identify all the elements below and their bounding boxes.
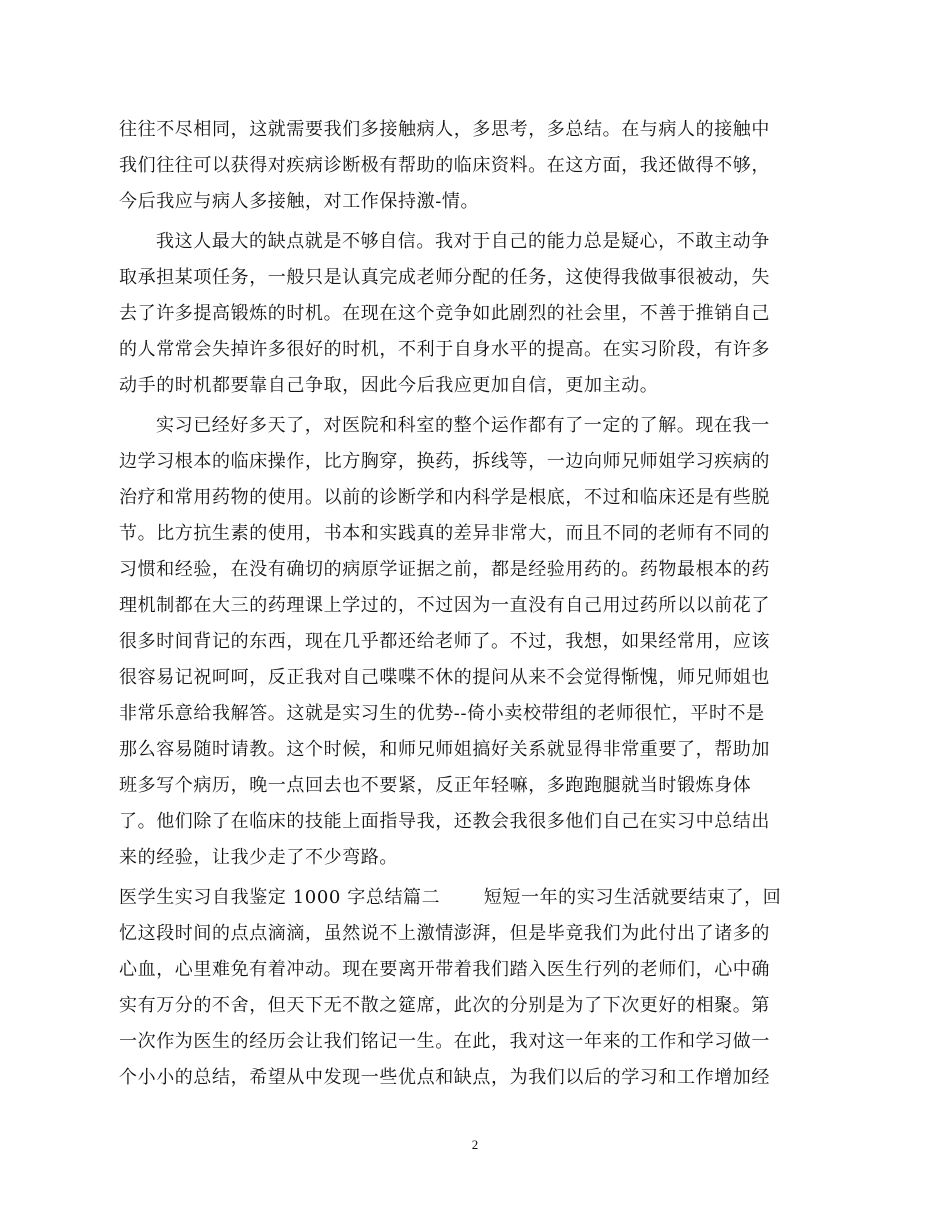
text-line: 很容易记祝呵呵，反正我对自己喋喋不休的提问从来不会觉得惭愧，师兄师姐也	[119, 667, 770, 688]
text-line: 班多写个病历，晚一点回去也不要紧，反正年轻嘛，多跑跑腿就当时锻炼身体	[119, 775, 752, 796]
page-number: 2	[471, 1137, 479, 1152]
text-line: 个小小的总结，希望从中发现一些优点和缺点，为我们以后的学习和工作增加经	[119, 1067, 770, 1088]
text-line: 今后我应与病人多接触，对工作保持激-情。	[119, 191, 480, 212]
text-line: 去了许多提高锻炼的时机。在现在这个竞争如此剧烈的社会里，不善于推销自己	[119, 303, 770, 324]
text-line: 我们往往可以获得对疾病诊断极有帮助的临床资料。在这方面，我还做得不够，	[119, 155, 770, 176]
text-line: 往往不尽相同，这就需要我们多接触病人，多思考，多总结。在与病人的接触中	[119, 119, 770, 140]
paragraph-start-line: 我这人最大的缺点就是不够自信。我对于自己的能力总是疑心，不敢主动争	[156, 231, 770, 252]
text-line: 的人常常会失掉许多很好的时机，不利于自身水平的提高。在实习阶段，有许多	[119, 339, 770, 360]
text-line: 一次作为医生的经历会让我们铭记一生。在此，我对这一年来的工作和学习做一	[119, 1031, 770, 1052]
text-line: 节。比方抗生素的使用，书本和实践真的差异非常大，而且不同的老师有不同的	[119, 523, 770, 544]
text-line: 非常乐意给我解答。这就是实习生的优势--倚小卖校带组的老师很忙，平时不是	[119, 703, 765, 724]
text-line: 实有万分的不舍，但天下无不散之筵席，此次的分别是为了下次更好的相聚。第	[119, 995, 770, 1016]
text-line: 理机制都在大三的药理课上学过的，不过因为一直没有自己用过药所以以前花了	[119, 595, 770, 616]
text-line: 治疗和常用药物的使用。以前的诊断学和内科学是根底，不过和临床还是有些脱	[119, 487, 770, 508]
text-line: 了。他们除了在临床的技能上面指导我，还教会我很多他们自己在实习中总结出	[119, 811, 770, 832]
text-line: 心血，心里难免有着冲动。现在要离开带着我们踏入医生行列的老师们，心中确	[119, 959, 770, 980]
text-line: 很多时间背记的东西，现在几乎都还给老师了。不过，我想，如果经常用，应该	[119, 631, 770, 652]
paragraph-start-line: 实习已经好多天了，对医院和科室的整个运作都有了一定的了解。现在我一	[156, 415, 770, 436]
text-line: 那么容易随时请教。这个时候，和师兄师姐搞好关系就显得非常重要了，帮助加	[119, 739, 770, 760]
section-heading-line: 医学生实习自我鉴定 1000 字总结篇二 短短一年的实习生活就要结束了，回	[119, 887, 782, 908]
text-line: 来的经验，让我少走了不少弯路。	[119, 847, 398, 868]
text-line: 习惯和经验，在没有确切的病原学证据之前，都是经验用药的。药物最根本的药	[119, 559, 770, 580]
text-line: 忆这段时间的点点滴滴，虽然说不上激情澎湃，但是毕竟我们为此付出了诸多的	[119, 923, 770, 944]
text-line: 取承担某项任务，一般只是认真完成老师分配的任务，这使得我做事很被动，失	[119, 267, 770, 288]
text-line: 边学习根本的临床操作，比方胸穿，换药，拆线等，一边向师兄师姐学习疾病的	[119, 451, 770, 472]
text-line: 动手的时机都要靠自己争取，因此今后我应更加自信，更加主动。	[119, 375, 659, 396]
